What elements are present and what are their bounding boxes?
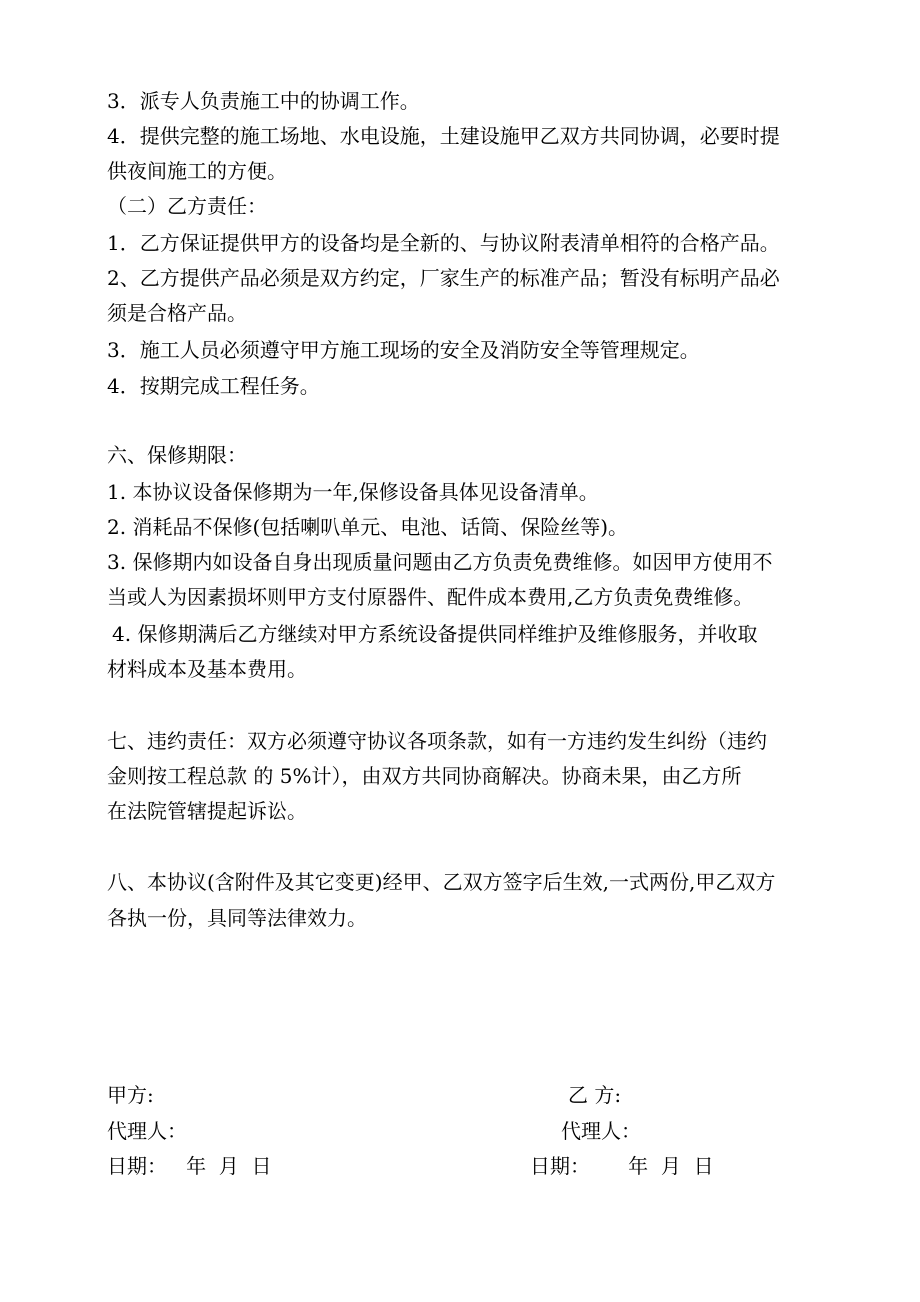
party-b-signature-label: 乙 方:: [568, 1083, 622, 1107]
party-b-date-line: 日期： 年 月 日: [530, 1154, 714, 1178]
party-a-agent-label: 代理人：: [107, 1119, 187, 1143]
breach-line-1: 七、违约责任：双方必须遵守协议各项条款，如有一方违约发生纠纷（违约: [107, 729, 767, 753]
warranty-item-2: 2. 消耗品不保修(包括喇叭单元、电池、话筒、保险丝等)。: [107, 515, 629, 539]
party-b-duties-heading: （二）乙方责任：: [107, 194, 267, 218]
effect-line-1: 八、本协议(含附件及其它变更)经甲、乙双方签字后生效,一式两份,甲乙双方: [107, 870, 776, 894]
breach-line-2: 金则按工程总款 的 5%计），由双方共同协商解决。协商未果，由乙方所: [107, 764, 742, 788]
effect-line-2: 各执一份，具同等法律效力。: [107, 906, 367, 930]
party-a-duty-item-4-line-1: 4．提供完整的施工场地、水电设施，土建设施甲乙双方共同协调，必要时提: [107, 124, 780, 148]
party-b-duty-item-1: 1．乙方保证提供甲方的设备均是全新的、与协议附表清单相符的合格产品。: [107, 231, 780, 255]
party-b-duty-item-2-line-1: 2、乙方提供产品必须是双方约定，厂家生产的标准产品；暂没有标明产品必: [107, 266, 780, 290]
party-b-duty-item-4: 4．按期完成工程任务。: [107, 374, 320, 398]
party-b-duty-item-2-line-2: 须是合格产品。: [107, 301, 247, 325]
party-a-duty-item-4-line-2: 供夜间施工的方便。: [107, 159, 287, 183]
party-a-date-line: 日期： 年 月 日: [107, 1154, 272, 1178]
warranty-item-4-line-1: 4. 保修期满后乙方继续对甲方系统设备提供同样维护及维修服务，并收取: [112, 622, 758, 646]
warranty-item-4-line-2: 材料成本及基本费用。: [107, 657, 307, 681]
warranty-heading: 六、保修期限：: [107, 443, 247, 467]
warranty-item-1: 1. 本协议设备保修期为一年,保修设备具体见设备清单。: [107, 480, 599, 504]
party-a-duty-item-3: 3．派专人负责施工中的协调工作。: [107, 89, 420, 113]
breach-line-3: 在法院管辖提起诉讼。: [107, 799, 307, 823]
party-b-agent-label: 代理人：: [561, 1119, 641, 1143]
party-a-signature-label: 甲方:: [107, 1083, 154, 1107]
warranty-item-3-line-1: 3. 保修期内如设备自身出现质量问题由乙方负责免费维修。如因甲方使用不: [107, 550, 773, 574]
warranty-item-3-line-2: 当或人为因素损坏则甲方支付原器件、配件成本费用,乙方负责免费维修。: [107, 585, 754, 609]
party-b-duty-item-3: 3．施工人员必须遵守甲方施工现场的安全及消防安全等管理规定。: [107, 338, 700, 362]
